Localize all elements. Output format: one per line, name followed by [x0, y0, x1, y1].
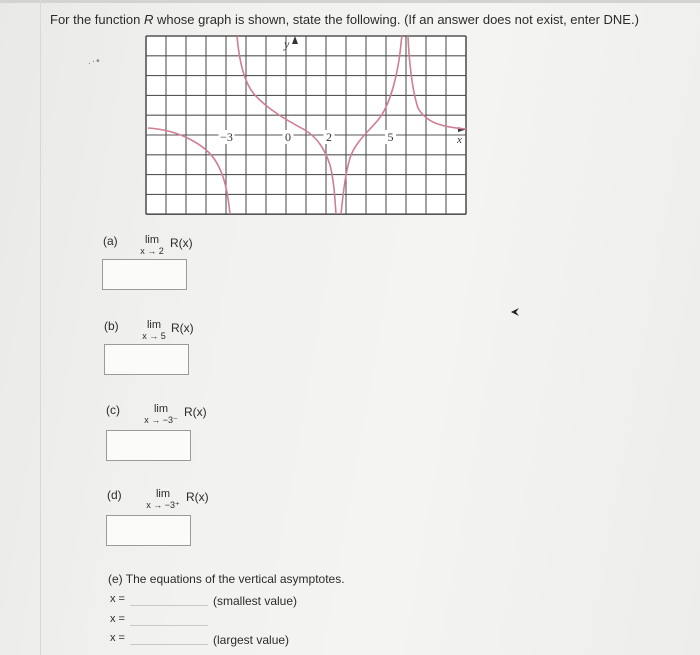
part-b-limit: [138, 320, 170, 342]
part-c-lim-word: lim: [153, 403, 169, 415]
asymptote-1-note: (smallest value): [213, 594, 298, 608]
y-axis-label: y: [284, 37, 290, 51]
question-suffix: whose graph is shown, state the following. (If an answer does not exist, enter DNE.): [153, 12, 639, 27]
part-d-approach: x → −3⁺: [146, 500, 180, 510]
asymptote-3-input[interactable]: [130, 644, 208, 645]
question-prefix: For the function: [50, 12, 144, 27]
part-d-function: R(x): [186, 490, 209, 504]
part-a-label: (a): [103, 234, 118, 248]
part-c-answer-box[interactable]: [106, 430, 191, 461]
asymptote-2-input[interactable]: [130, 625, 208, 626]
part-c-label: (c): [106, 403, 120, 417]
x-tick-label: 2: [326, 130, 332, 144]
graph-dots-decoration: .·•: [88, 56, 101, 67]
x-axis-label: x: [457, 134, 462, 146]
part-d-answer-box[interactable]: [106, 515, 191, 546]
asymptote-2-lhs: x =: [110, 613, 125, 625]
asymptote-1-input[interactable]: [130, 605, 208, 606]
mouse-cursor-icon: [510, 307, 520, 317]
part-a-lim-word: lim: [144, 234, 160, 246]
part-e-text: (e) The equations of the vertical asymptotes.: [108, 572, 345, 586]
function-name: R: [143, 12, 154, 27]
part-c-limit: [136, 404, 186, 426]
x-tick-label: 0: [285, 130, 291, 144]
asymptote-3-lhs: x =: [110, 632, 125, 644]
part-b-answer-box[interactable]: [104, 344, 189, 375]
part-d-lim-word: lim: [155, 488, 171, 500]
asymptote-1-lhs: x =: [110, 593, 125, 605]
top-border: [0, 0, 700, 3]
part-b-approach: x → 5: [142, 331, 166, 341]
part-a-approach: x → 2: [140, 246, 164, 256]
question-text: [50, 12, 639, 27]
part-b-label: (b): [104, 319, 119, 333]
part-b-lim-word: lim: [146, 319, 162, 331]
part-c-function: R(x): [184, 405, 207, 419]
part-d-label: (d): [107, 488, 122, 502]
part-d-limit: [138, 489, 188, 511]
part-b-function: R(x): [171, 321, 194, 335]
part-c-approach: x → −3⁻: [144, 415, 178, 425]
left-rule: [40, 0, 41, 655]
asymptote-3-note: (largest value): [213, 633, 290, 647]
part-a-answer-box[interactable]: [102, 259, 187, 290]
part-a-function: R(x): [170, 236, 193, 250]
part-a-limit: [136, 235, 168, 257]
function-graph: [140, 30, 470, 218]
x-tick-label: −3: [220, 130, 233, 144]
x-tick-label: 5: [387, 130, 394, 144]
